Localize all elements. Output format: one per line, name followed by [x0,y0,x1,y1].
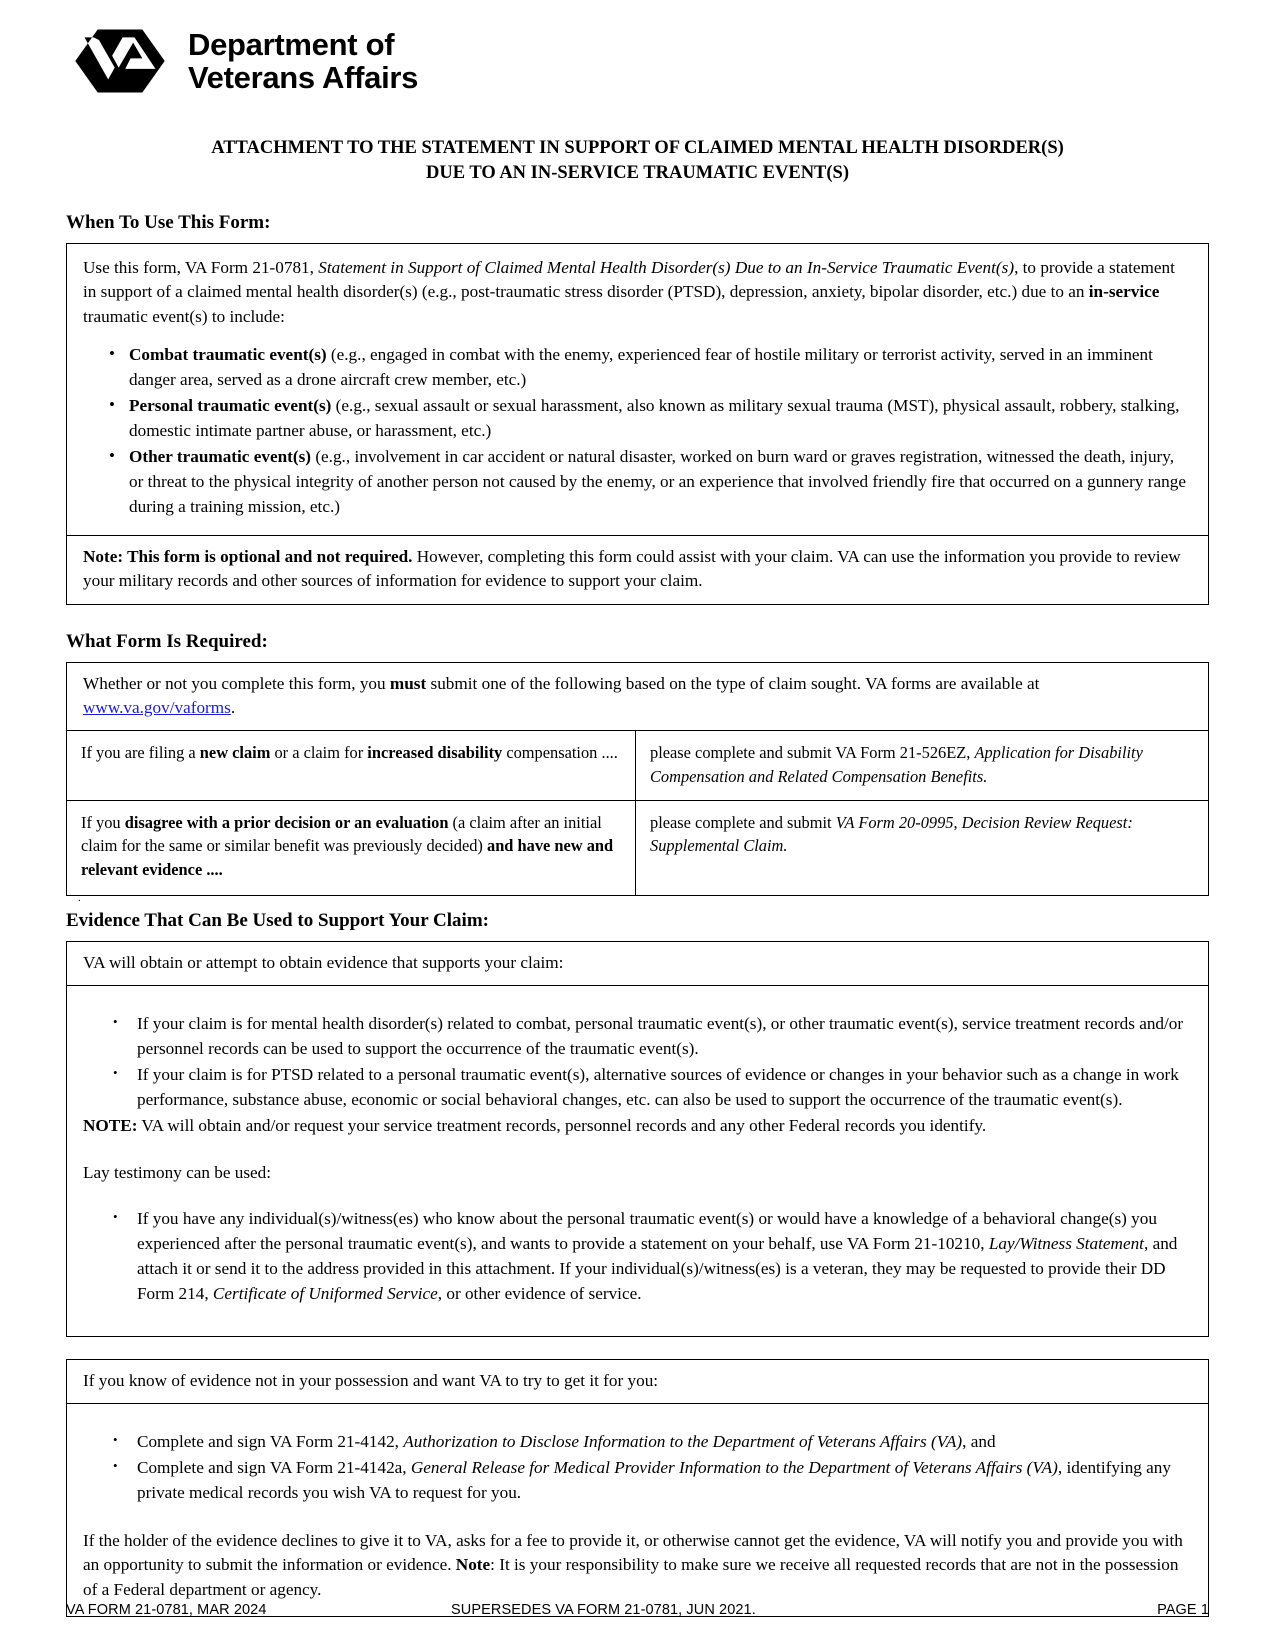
possession-box-content [67,1403,1208,1616]
poss-text-1: Complete and sign VA Form 21-4142a, [137,1458,411,1478]
req-intro-text-4: . [230,698,236,718]
stray-period-mark: . [78,892,81,905]
bullet-label: Combat traumatic event(s) [129,345,327,365]
intro-form-title-italic: Statement in Support of Claimed Mental Health Disorder(s) Due to an In-Service Traumatic Event(s) [318,257,1015,277]
evidence-box [66,941,1209,1337]
document-title-line2: DUE TO AN IN-SERVICE TRAUMATIC EVENT(S) [425,162,850,183]
traumatic-event-type-list [83,343,1192,520]
note-label-bold: Note: This form is optional and not required. [83,546,413,566]
va-wordmark [188,28,418,95]
possession-closing-paragraph [83,1529,1192,1602]
bullet-text: (e.g., engaged in combat with the enemy, experienced fear of hostile military or terrorist activity, served in an imminent danger area, served as a drone aircraft crew member, etc.) [129,345,1153,390]
required-form-intro [83,672,1192,721]
list-item [83,1207,1192,1307]
intro-text-1: Use this form, VA Form 21-0781, [83,257,319,277]
table-cell-condition [67,801,636,896]
va-seal-logo-icon [74,28,166,94]
evidence-note-label-bold: NOTE: [83,1116,138,1136]
footer-form-number: VA FORM 21-0781, MAR 2024 [66,1602,267,1618]
required-form-intro-box [66,662,1209,732]
va-wordmark-line1: Department of [188,26,395,62]
section-heading-what-form-required: What Form Is Required: [66,630,268,652]
when-to-use-box [66,243,1209,605]
list-item [83,1430,1192,1455]
document-header [66,0,1209,95]
footer-page-number: PAGE 1 [1157,1602,1209,1618]
evidence-box-header-block [67,942,1208,985]
cell-text-1: please complete and submit [650,813,836,833]
when-to-use-note-block [67,535,1208,604]
table-row [67,731,1209,800]
req-intro-text-3: submit one of the following based on the type of claim sought. VA forms are available at [426,673,1040,693]
list-item [83,1456,1192,1506]
evidence-bullet-list [83,1012,1192,1113]
lay-text-1: If you have any individual(s)/witness(es) who know about the personal traumatic event(s) or would have a knowledge of a behavioral change(s) you experienced after the personal traumatic event(s), and wants to provide a statement on your behalf, use VA Form 21-10210, [137,1209,1157,1253]
table-cell-condition [67,731,636,800]
lay-testimony-bullet-list [83,1207,1192,1307]
lay-italic-form-title-2: Certificate of Uniformed Service [212,1283,438,1303]
evidence-box-header: VA will obtain or attempt to obtain evidence that supports your claim: [83,953,564,973]
possession-box [66,1359,1209,1618]
bullet-label: Other traumatic event(s) [129,446,312,466]
possession-bullet-list [83,1430,1192,1506]
poss-italic-form-title: Authorization to Disclose Information to the Department of Veterans Affairs (VA) [403,1432,963,1452]
cell-text-1: If you [81,813,125,833]
lay-italic-form-title-1: Lay/Witness Statement [988,1234,1144,1253]
list-item [83,343,1192,393]
cell-bold-1: new claim [199,743,271,763]
list-item [83,445,1192,520]
footer-supersedes: SUPERSEDES VA FORM 21-0781, JUN 2021. [451,1602,756,1618]
intro-text-3: , to provide a statement in support of a claimed mental health disorder(s) (e.g., post-traumatic stress disorder (PTSD), depression, anxiety, bipolar disorder, etc.) due to an [83,257,1175,302]
page-footer [66,1602,1209,1618]
possession-box-header: If you know of evidence not in your possession and want VA to try to get it for you: [83,1370,659,1390]
when-to-use-intro-block [67,244,1208,535]
cell-bold-2: increased disability [367,743,503,763]
bullet-text: (e.g., sexual assault or sexual harassment, also known as military sexual trauma (MST), physical assault, robbery, stalking, domestic intimate partner abuse, or harassment, etc.) [129,396,1180,441]
intro-text-5: traumatic event(s) to include: [83,306,285,326]
va-wordmark-line2: Veterans Affairs [188,60,419,95]
poss-text-3: , and [962,1432,996,1452]
poss-text-1: Complete and sign VA Form 21-4142, [137,1432,404,1452]
req-intro-must-bold: must [389,673,427,693]
vaforms-link[interactable]: www.va.gov/vaforms [83,698,231,718]
cell-italic-form-title: Application for Disability Compensation and Related Compensation Benefits. [650,743,1143,786]
document-title [66,136,1209,186]
list-item: • If your claim is for PTSD related to a personal traumatic event(s), alternative sources of evidence or changes in your behavior such as a change in work performance, substance abuse, economic or social behavioral changes, etc. can also be used to support the occurrence of the traumatic event(s). [83,1063,1192,1113]
section-heading-when-to-use: When To Use This Form: [66,211,271,233]
cell-text-2: or a claim for [270,743,368,763]
lay-testimony-heading: Lay testimony can be used: [83,1162,272,1182]
lay-text-3: , and attach it or send it to the address provided in this attachment. If your individual(s)/witness(es) is a veteran, they may be requested to provide their DD Form 214, [137,1234,1178,1303]
cell-text-1: If you are filing a [81,743,200,763]
closing-note-bold: Note [455,1555,491,1575]
poss-text-3: , identifying any private medical records you wish VA to request for you. [137,1458,1171,1503]
list-item: • If your claim is for mental health disorder(s) related to combat, personal traumatic event(s), or other traumatic event(s), service treatment records and/or personnel records can be used to support the occurrence of the traumatic event(s). [83,1012,1192,1062]
poss-italic-form-title: General Release for Medical Provider Information to the Department of Veterans Affairs (VA) [410,1458,1058,1478]
note-text: However, completing this form could assist with your claim. VA can use the information you provide to review your military records and other sources of information for evidence to support your claim. [83,546,1181,591]
table-cell-action [636,731,1209,800]
lay-text-5: , or other evidence of service. [437,1283,642,1303]
cell-text-1: please complete and submit VA Form 21-526EZ, [650,743,975,763]
req-intro-text-1: Whether or not you complete this form, you [83,673,390,693]
evidence-note-text: VA will obtain and/or request your service treatment records, personnel records and any other Federal records you identify. [137,1116,987,1136]
cell-bold-2: and have new and relevant evidence .... [81,836,614,879]
evidence-box-content [67,985,1208,1335]
section-heading-evidence: Evidence That Can Be Used to Support Your Claim: [66,910,489,932]
optional-form-note [83,545,1192,594]
bullet-text: (e.g., involvement in car accident or natural disaster, worked on burn ward or graves registration, witnessed the death, injury, or threat to the physical integrity of another person not caused by the enemy, or an experience that involved friendly fire that occurred on a gunnery range during a training mission, etc.) [129,446,1186,516]
closing-text-1: If the holder of the evidence declines to give it to VA, asks for a fee to provide it, or otherwise cannot get the evidence, VA will notify you and provide you with an opportunity to submit the information or evidence. [83,1531,1183,1575]
table-row [67,801,1209,896]
required-form-intro-block [67,663,1208,731]
required-forms-table [66,731,1209,896]
cell-text-3: compensation .... [502,743,618,763]
evidence-note [83,1114,1192,1138]
cell-italic-form-title: VA Form 20-0995, Decision Review Request: Supplemental Claim. [650,813,1133,856]
intro-inservice-bold: in-service [1088,282,1160,302]
when-to-use-intro [83,256,1192,329]
cell-bold-1: disagree with a prior decision or an evaluation [124,813,449,833]
list-item [83,394,1192,444]
bullet-label: Personal traumatic event(s) [129,396,332,416]
cell-text-2: (a claim after an initial claim for the same or similar benefit was previously decided) [81,813,602,856]
table-cell-action [636,801,1209,896]
document-title-line1: ATTACHMENT TO THE STATEMENT IN SUPPORT OF CLAIMED MENTAL HEALTH DISORDER(S) [211,138,1064,158]
closing-text-3: : It is your responsibility to make sure we receive all requested records that are not in the possession of a Federal department or agency. [83,1555,1179,1599]
possession-box-header-block [67,1360,1208,1403]
